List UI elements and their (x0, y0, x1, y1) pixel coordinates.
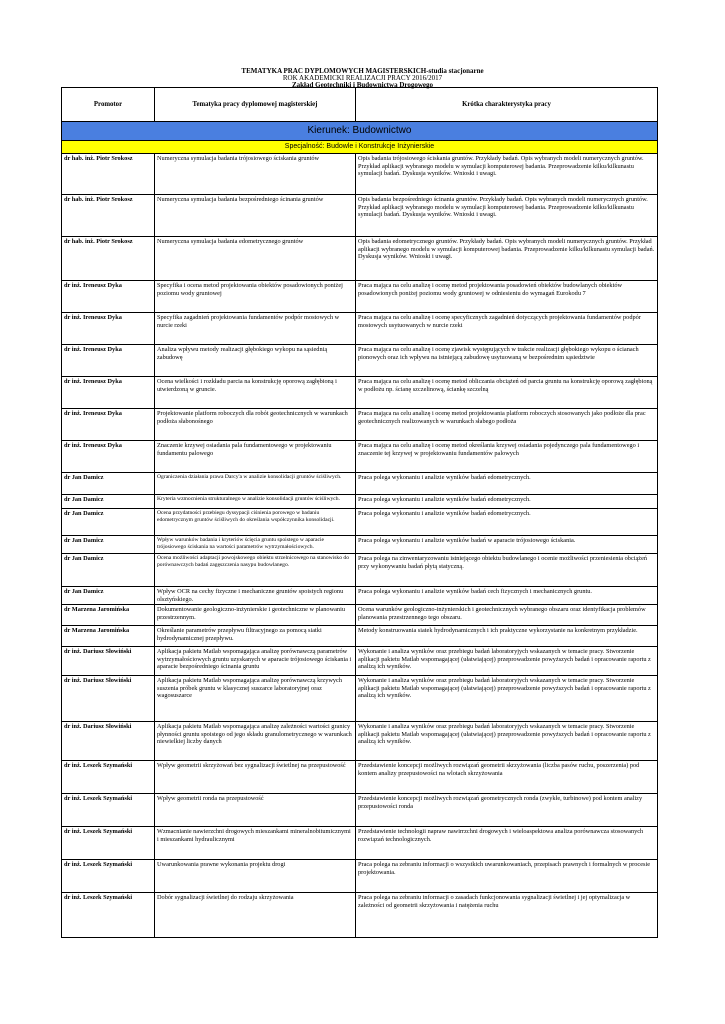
table-row (62, 647, 658, 676)
topic-cell: Analiza wpływu metody realizacji głębokiego wykopu na sąsiednią zabudowę (155, 345, 356, 377)
table-row (62, 893, 658, 938)
description-cell: Praca mająca na celu analizę i ocenę metod określania krzywej osiadania pojedynczego pala fundamentowego i znaczenie tej krzywej w projektowaniu fundamentów palowych (356, 441, 658, 473)
specjalnosc-row (62, 141, 658, 154)
topic-cell: Projektowanie platform roboczych dla robót geotechnicznych w warunkach podłoża słabonośnego (155, 409, 356, 441)
description-cell: Opis badania trójosiowego ściskania gruntów. Przykłady badań. Opis wybranych modeli numerycznych gruntów. Przykład aplikacji wybranego modelu w symulacji komputerowej badania. Przeprowadzenie kilku/kilkunastu symulacji badań. Dyskusja wyników. Wnioski i uwagi. (356, 154, 658, 195)
table-row (62, 345, 658, 377)
promotor-cell: dr inż. Leszek Szymański (62, 860, 155, 893)
description-cell: Praca mająca na celu analizę i ocenę metod obliczania obciążeń od parcia gruntu na konstrukcję oporową zagłębioną w podłożu np. ścianę szczelinową, ściankę szczelną (356, 377, 658, 409)
topic-cell: Aplikacja pakietu Matlab wspomagająca analizę porównawczą parametrów wytrzymałościowych gruntu uzyskanych w aparacie trójosiowego ściskania i aparacie bezpośredniego ścinania gruntu (155, 647, 356, 676)
description-cell: Praca mająca na celu analizę i ocenę specyficznych zagadnień dotyczących projektowania fundamentów podpór mostowych usytuowanych w nurcie rzeki (356, 313, 658, 345)
promotor-cell: dr inż. Dariusz Słowiński (62, 722, 155, 761)
promotor-cell: dr inż. Leszek Szymański (62, 761, 155, 794)
table-row (62, 860, 658, 893)
table-row (62, 536, 658, 554)
table-row (62, 794, 658, 827)
topic-cell: Wzmacnianie nawierzchni drogowych mieszankami mineralnobitumicznymi i mieszankami hydraulicznymi (155, 827, 356, 860)
kierunek-row (62, 122, 658, 141)
promotor-cell: dr inż. Leszek Szymański (62, 893, 155, 938)
topic-cell: Ocena wielkości i rozkładu parcia na konstrukcję oporową zagłębioną i utwierdzoną w gruncie. (155, 377, 356, 409)
promotor-cell: dr inż. Ireneusz Dyka (62, 345, 155, 377)
table-row (62, 626, 658, 647)
topic-cell: Numeryczna symulacja badania edometrycznego gruntów (155, 237, 356, 281)
description-cell: Ocena warunków geologiczno-inżynierskich i geotechnicznych wybranego obszaru oraz identyfikacja problemów planowania przestrzennego tego obszaru. (356, 605, 658, 626)
promotor-cell: dr inż. Dariusz Słowiński (62, 647, 155, 676)
description-cell: Praca mająca na celu analizę i ocenę metod projektowania posadowień obiektów budowlanych obiektów posadowionych poniżej poziomu wody gruntowej w odniesieniu do wymagań Eurokodu 7 (356, 281, 658, 313)
table-row (62, 676, 658, 722)
table-row (62, 195, 658, 237)
table-row (62, 509, 658, 536)
promotor-cell: dr Jan Damicz (62, 554, 155, 587)
topic-cell: Ocena możliwości adaptacji powojskowego obiektu strzelnicowego na stanowisko do porównawczych badań zagęszczenia nasypu budowlanego. (155, 554, 356, 587)
topic-cell: Aplikacja pakietu Matlab wspomagająca analizę zależności wartości granicy płynności gruntu spoistego od jego składu granulometrycznego w warunkach niewielkiej liczby danych (155, 722, 356, 761)
description-cell: Przedstawienie koncepcji możliwych rozwiązań geometrycznych ronda (zwykłe, turbinowe) pod kontem analizy przepustowości ronda (356, 794, 658, 827)
description-cell: Praca polega wykonaniu i analizie wyników badań edometrycznych. (356, 509, 658, 536)
promotor-cell: dr inż. Ireneusz Dyka (62, 313, 155, 345)
promotor-cell: dr inż. Leszek Szymański (62, 827, 155, 860)
topic-cell: Wpływ OCR na cechy fizyczne i mechaniczne gruntów spoistych regionu olsztyńskiego. (155, 587, 356, 605)
topic-cell: Aplikacja pakietu Matlab wspomagająca analizę porównawczą krzywych suszenia próbek gruntu w klasycznej suszarce laboratoryjnej oraz wagosuszarce (155, 676, 356, 722)
table-row (62, 237, 658, 281)
promotor-cell: dr hab. inż. Piotr Srokosz (62, 237, 155, 281)
topic-cell: Numeryczna symulacja badania trójosiowego ściskania gruntów (155, 154, 356, 195)
promotor-cell: dr Jan Damicz (62, 473, 155, 495)
description-cell: Metody konstruowania siatek hydrodynamicznych i ich praktyczne wykorzystanie na konkretnym przykładzie. (356, 626, 658, 647)
topic-cell: Specyfika zagadnień projektowania fundamentów podpór mostowych w nurcie rzeki (155, 313, 356, 345)
description-cell: Praca mająca na celu analizę i ocenę zjawisk występujących w trakcie realizacji głębokiego wykopu o ścianach pionowych oraz ich wpływu na istniejącą zabudowę usytuowaną w bezpośrednim sąsiedztwie (356, 345, 658, 377)
description-cell: Praca polega wykonaniu i analizie wyników badań edometrycznych. (356, 495, 658, 509)
topic-cell: Wpływ geometrii skrzyżowań bez sygnalizacji świetlnej na przepustowość (155, 761, 356, 794)
topic-cell: Wpływ geometrii ronda na przepustowość (155, 794, 356, 827)
description-cell: Opis badania edometrycznego gruntów. Przykłady badań. Opis wybranych modeli numerycznych gruntów. Przykład aplikacji wybranego modelu w symulacji komputerowej badania. Przeprowadzenie kilku/kilkunastu symulacji badań. Dyskusja wyników. Wnioski i uwagi. (356, 237, 658, 281)
table-row (62, 377, 658, 409)
topic-cell: Uwarunkowania prawne wykonania projektu drogi (155, 860, 356, 893)
promotor-cell: dr Jan Damicz (62, 509, 155, 536)
table-row (62, 473, 658, 495)
description-cell: Praca mająca na celu analizę i ocenę metod projektowania platform roboczych stosowanych jako podłoże dla prac geotechnicznych realizowanych w warunkach słabego podłoża (356, 409, 658, 441)
promotor-cell: dr Marzena Jaromińska (62, 626, 155, 647)
topic-cell: Kryteria wzmocnienia strukturalnego w analizie konsolidacji gruntów ściśliwych. (155, 495, 356, 509)
topics-table (61, 87, 658, 938)
table-row (62, 587, 658, 605)
table-row (62, 827, 658, 860)
table-row (62, 154, 658, 195)
table-row (62, 722, 658, 761)
table-row (62, 495, 658, 509)
description-cell: Praca polega wykonaniu i analizie wyników badań cech fizycznych i mechanicznych gruntu. (356, 587, 658, 605)
topic-cell: Numeryczna symulacja badania bezpośredniego ścinania gruntów (155, 195, 356, 237)
promotor-cell: dr Jan Damicz (62, 536, 155, 554)
promotor-cell: dr inż. Ireneusz Dyka (62, 281, 155, 313)
department-name: Zakład Geotechniki i Budownictwa Drogowego (291, 81, 434, 89)
promotor-cell: dr inż. Leszek Szymański (62, 794, 155, 827)
table-row (62, 441, 658, 473)
topic-cell: Znaczenie krzywej osiadania pala fundamentowego w projektowaniu fundamentu palowego (155, 441, 356, 473)
promotor-cell: dr Jan Damicz (62, 495, 155, 509)
description-cell: Praca polega wykonaniu i analizie wyników badań w aparacie trójosiowego ściskania. (356, 536, 658, 554)
topic-cell: Ocena przydatności przebiegu dyssypacji ciśnienia porowego w badaniu edometrycznym gruntów ściśliwych do określania współczynnika konsolidacji. (155, 509, 356, 536)
kierunek-label: Kierunek: Budownictwo (62, 122, 658, 141)
specjalnosc-label: Specjalność: Budowle i Konstrukcje Inżynierskie (62, 141, 658, 154)
topic-cell: Ograniczenia działania prawa Darcy'a w analizie konsolidacji gruntów ściśliwych. (155, 473, 356, 495)
document-title: TEMATYKA PRAC DYPLOMOWYCH MAGISTERSKICH-studia stacjonarne (241, 67, 484, 75)
description-cell: Wykonanie i analiza wyników oraz przebiegu badań laboratoryjych wskazanych w temacie pracy. Stworzenie aplikacji pakietu Matlab wspomagającej (ułatwiającej) przeprowadzenie powyższych badań i opracowanie raportu z analizą ich wyników. (356, 722, 658, 761)
table-row (62, 761, 658, 794)
description-cell: Wykonanie i analiza wyników oraz przebiegu badań laboratoryjych wskazanych w temacie pracy. Stworzenie aplikacji pakietu Matlab wspomagającej (ułatwiającej) przeprowadzenie powyższych badań i opracowanie raportu z analizą ich wyników. (356, 647, 658, 676)
promotor-cell: dr inż. Ireneusz Dyka (62, 441, 155, 473)
promotor-cell: dr hab. inż. Piotr Srokosz (62, 154, 155, 195)
topic-cell: Specyfika i ocena metod projektowania obiektów posadowionych poniżej poziomu wody gruntowej (155, 281, 356, 313)
description-cell: Praca polega wykonaniu i analizie wyników badań edometrycznych. (356, 473, 658, 495)
description-cell: Przedstawienie technologii napraw nawirrzchni drogowych i wieloaspektowa analiza porównawcza stosowanych rozwiązań technologicznych. (356, 827, 658, 860)
topic-cell: Dokumentowanie geologiczno-inżynierskie i geotechniczne w planowaniu przestrzennym. (155, 605, 356, 626)
topic-cell: Dobór sygnalizacji świetlnej do rodzaju skrzyżowania (155, 893, 356, 938)
promotor-cell: dr Marzena Jaromińska (62, 605, 155, 626)
column-header-description: Krótka charakterystyka pracy (356, 88, 658, 122)
academic-year: ROK AKADEMICKI REALIZACJI PRACY 2016/2017 (282, 74, 443, 82)
description-cell: Praca polega na zebraniu informacji o zasadach funkcjonowania sygnalizacji świetlnej i jej optymalizacja w zależności od geometrii skrzyżowania i natężenia ruchu (356, 893, 658, 938)
table-row (62, 313, 658, 345)
topic-cell: Wpływ warunków badania i kryteriów ścięcia gruntu spoistego w aparacie trójosiowego ściskania na wartości parametrów wytrzymałościowych. (155, 536, 356, 554)
column-header-topic: Tematyka pracy dyplomowej magisterskiej (155, 88, 356, 122)
promotor-cell: dr inż. Dariusz Słowiński (62, 676, 155, 722)
table-row (62, 605, 658, 626)
promotor-cell: dr Jan Damicz (62, 587, 155, 605)
column-header-row (62, 88, 658, 122)
promotor-cell: dr inż. Ireneusz Dyka (62, 409, 155, 441)
promotor-cell: dr inż. Ireneusz Dyka (62, 377, 155, 409)
topic-cell: Określanie parametrów przepływu filtracyjnego za pomocą siatki hydrodynamicznej przepływu. (155, 626, 356, 647)
table-row (62, 554, 658, 587)
description-cell: Praca polega na zebraniu informacji o wszystkich uwarunkowaniach, przepisach prawnych i formalnych w procesie projektowania. (356, 860, 658, 893)
column-header-promotor: Promotor (62, 88, 155, 122)
description-cell: Przedstawienie koncepcji możliwych rozwiązań geometrii skrzyżowania (liczba pasów ruchu, poszerzenia) pod kontem analizy przepustowości na wlotach skrzyżowania (356, 761, 658, 794)
table-row (62, 409, 658, 441)
description-cell: Wykonanie i analiza wyników oraz przebiegu badań laboratoryjych wskazanych w temacie pracy. Stworzenie aplikacji pakietu Matlab wspomagającej (ułatwiającej) przeprowadzenie powyższych badań i opracowanie raportu z analizą ich wyników. (356, 676, 658, 722)
description-cell: Praca polega na zinwentaryzowaniu istniejącego obiektu budowlanego i ocenie możliwości przeniesienia obciążeń przy wykonywaniu badań płytą statyczną. (356, 554, 658, 587)
promotor-cell: dr hab. inż. Piotr Srokosz (62, 195, 155, 237)
table-row (62, 281, 658, 313)
description-cell: Opis badania bezpośredniego ścinania gruntów. Przykłady badań. Opis wybranych modeli numerycznych gruntów. Przykład aplikacji wybranego modelu w symulacji komputerowej badania. Przeprowadzenie kilku/kilkunastu symulacji badań. Dyskusja wyników. Wnioski i uwagi. (356, 195, 658, 237)
